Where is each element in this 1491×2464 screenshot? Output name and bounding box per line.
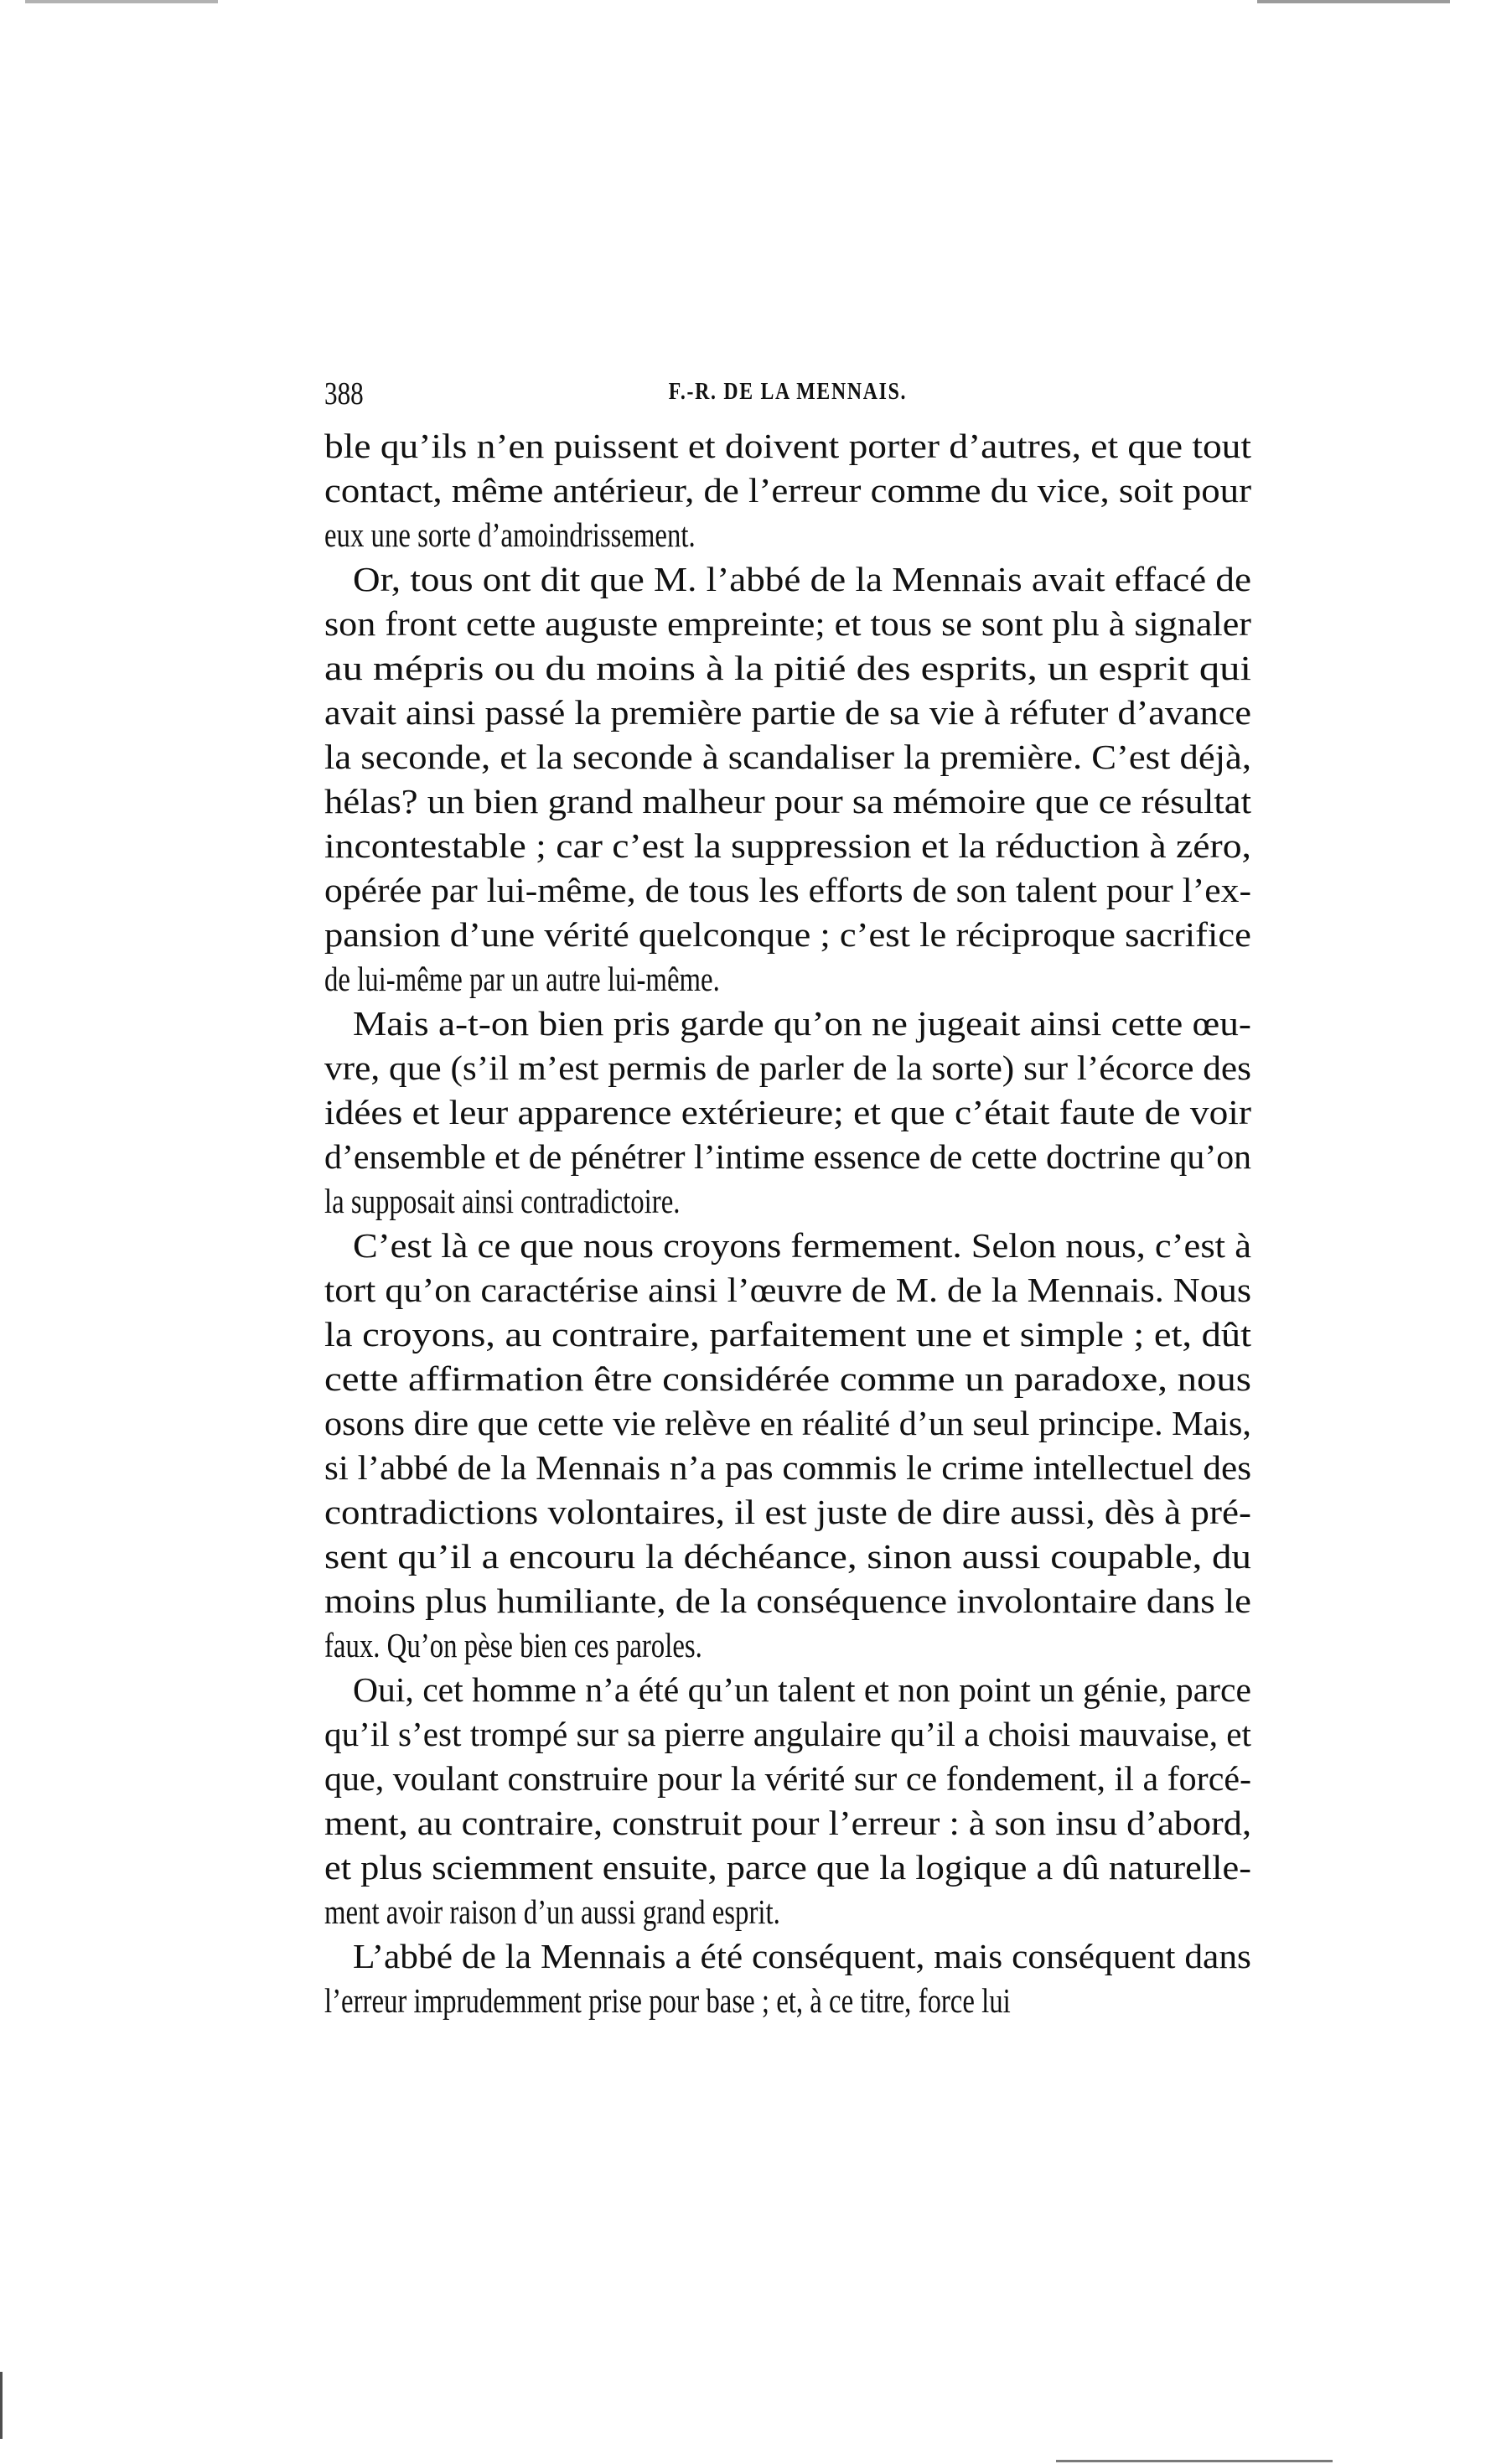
text-line [324, 602, 1251, 646]
scan-artifact-top-right [1257, 0, 1450, 3]
text-line [324, 1446, 1251, 1490]
paragraph [324, 424, 1251, 557]
text-line [324, 957, 1251, 1002]
text-line [324, 1979, 1251, 2023]
text-line [324, 1179, 1251, 1224]
text-line [324, 468, 1251, 513]
text-line-content: eux une sorte d’amoindrissement. [324, 515, 696, 554]
paragraph [324, 1224, 1251, 1668]
text-line-content: pansion d’une vérité quelconque ; c’est le réciproque sacrifice [324, 915, 1251, 954]
text-line [324, 913, 1251, 957]
text-line-content: Oui, cet homme n’a été qu’un talent et non point un génie, parce [353, 1670, 1251, 1709]
text-line [324, 1845, 1251, 1890]
text-line-content: moins plus humiliante, de la conséquence involontaire dans le [324, 1581, 1251, 1620]
text-line-content: tort qu’on caractérise ainsi l’œuvre de M. de la Mennais. Nous [324, 1271, 1252, 1309]
paragraph [324, 557, 1251, 1002]
text-line-content: de lui-même par un autre lui-même. [324, 960, 720, 998]
text-line [324, 1490, 1251, 1535]
text-line [324, 735, 1251, 779]
text-line [324, 1934, 1251, 1979]
text-line-content: au mépris ou du moins à la pitié des esprits, un esprit qui [324, 649, 1251, 687]
scan-artifact-left-edge [0, 2372, 3, 2439]
text-line-content: faux. Qu’on pèse bien ces paroles. [324, 1626, 702, 1664]
text-line [324, 691, 1251, 735]
text-line-content: ment, au contraire, construit pour l’erreur : à son insu d’abord, [324, 1804, 1252, 1842]
text-line-content: osons dire que cette vie relève en réalité d’un seul principe. Mais, [324, 1404, 1251, 1442]
text-line-content: la croyons, au contraire, parfaitement une et simple ; et, dût [324, 1315, 1252, 1354]
text-line [324, 824, 1251, 868]
text-line [324, 1002, 1251, 1046]
text-line-content: la seconde, et la seconde à scandaliser la première. C’est déjà, [324, 738, 1252, 776]
scan-artifact-top-left [25, 0, 218, 3]
text-line-content: son front cette auguste empreinte; et tous se sont plu à signaler [324, 604, 1251, 643]
running-title: F.-R. DE LA MENNAIS. [668, 379, 908, 405]
text-line-content: idées et leur apparence extérieure; et que c’était faute de voir [324, 1093, 1252, 1131]
text-line-content: hélas? un bien grand malheur pour sa mémoire que ce résultat [324, 782, 1251, 820]
text-line [324, 1224, 1251, 1268]
running-head [324, 375, 1251, 417]
text-line-content: Or, tous ont dit que M. l’abbé de la Mennais avait effacé de [353, 560, 1251, 598]
text-line [324, 513, 1251, 557]
text-line [324, 424, 1251, 468]
body-text [324, 424, 1251, 2023]
paragraph [324, 1934, 1251, 2023]
text-line [324, 557, 1251, 602]
text-line-content: qu’il s’est trompé sur sa pierre angulaire qu’il a choisi mauvaise, et [324, 1715, 1251, 1753]
text-line [324, 1268, 1251, 1312]
text-line [324, 1712, 1251, 1757]
text-line-content: opérée par lui-même, de tous les efforts de son talent pour l’ex- [324, 871, 1251, 909]
text-line [324, 1135, 1251, 1179]
text-line-content: l’erreur imprudemment prise pour base ; et, à ce titre, force lui [324, 1981, 1011, 2020]
text-line-content: contact, même antérieur, de l’erreur comme du vice, soit pour [324, 471, 1252, 510]
text-line-content: cette affirmation être considérée comme un paradoxe, nous [324, 1359, 1252, 1398]
text-line [324, 868, 1251, 913]
paragraph [324, 1002, 1251, 1224]
text-line-content: C’est là ce que nous croyons fermement. Selon nous, c’est à [353, 1226, 1251, 1265]
page-number: 388 [324, 376, 364, 412]
text-line [324, 1401, 1251, 1446]
text-line [324, 1757, 1251, 1801]
text-line [324, 1890, 1251, 1934]
text-line [324, 1801, 1251, 1845]
text-line-content: L’abbé de la Mennais a été conséquent, mais conséquent dans [353, 1937, 1251, 1975]
text-line [324, 1046, 1251, 1090]
text-line-content: ble qu’ils n’en puissent et doivent porter d’autres, et que tout [324, 427, 1252, 465]
text-line-content: la supposait ainsi contradictoire. [324, 1182, 681, 1220]
text-line-content: d’ensemble et de pénétrer l’intime essence de cette doctrine qu’on [324, 1137, 1252, 1176]
text-line [324, 1357, 1251, 1401]
text-line [324, 1535, 1251, 1579]
text-line [324, 779, 1251, 824]
text-line-content: si l’abbé de la Mennais n’a pas commis le crime intellectuel des [324, 1448, 1252, 1487]
text-line [324, 1623, 1251, 1668]
text-line [324, 1312, 1251, 1357]
text-line [324, 1090, 1251, 1135]
text-line-content: avait ainsi passé la première partie de sa vie à réfuter d’avance [324, 693, 1252, 732]
text-line-content: que, voulant construire pour la vérité sur ce fondement, il a forcé- [324, 1759, 1252, 1798]
text-line-content: et plus sciemment ensuite, parce que la logique a dû naturelle- [324, 1848, 1251, 1887]
text-line-content: ment avoir raison d’un aussi grand esprit. [324, 1892, 780, 1931]
text-line [324, 1579, 1251, 1623]
scan-artifact-bottom-right [1056, 2460, 1333, 2462]
text-line-content: contradictions volontaires, il est juste de dire aussi, dès à pré- [324, 1493, 1251, 1531]
text-line-content: Mais a-t-on bien pris garde qu’on ne jugeait ainsi cette œu- [353, 1004, 1251, 1043]
text-line [324, 1668, 1251, 1712]
paragraph [324, 1668, 1251, 1934]
text-line-content: sent qu’il a encouru la déchéance, sinon aussi coupable, du [324, 1537, 1251, 1576]
text-line-content: vre, que (s’il m’est permis de parler de la sorte) sur l’écorce des [324, 1048, 1252, 1087]
text-line-content: incontestable ; car c’est la suppression et la réduction à zéro, [324, 826, 1251, 865]
text-line [324, 646, 1251, 691]
